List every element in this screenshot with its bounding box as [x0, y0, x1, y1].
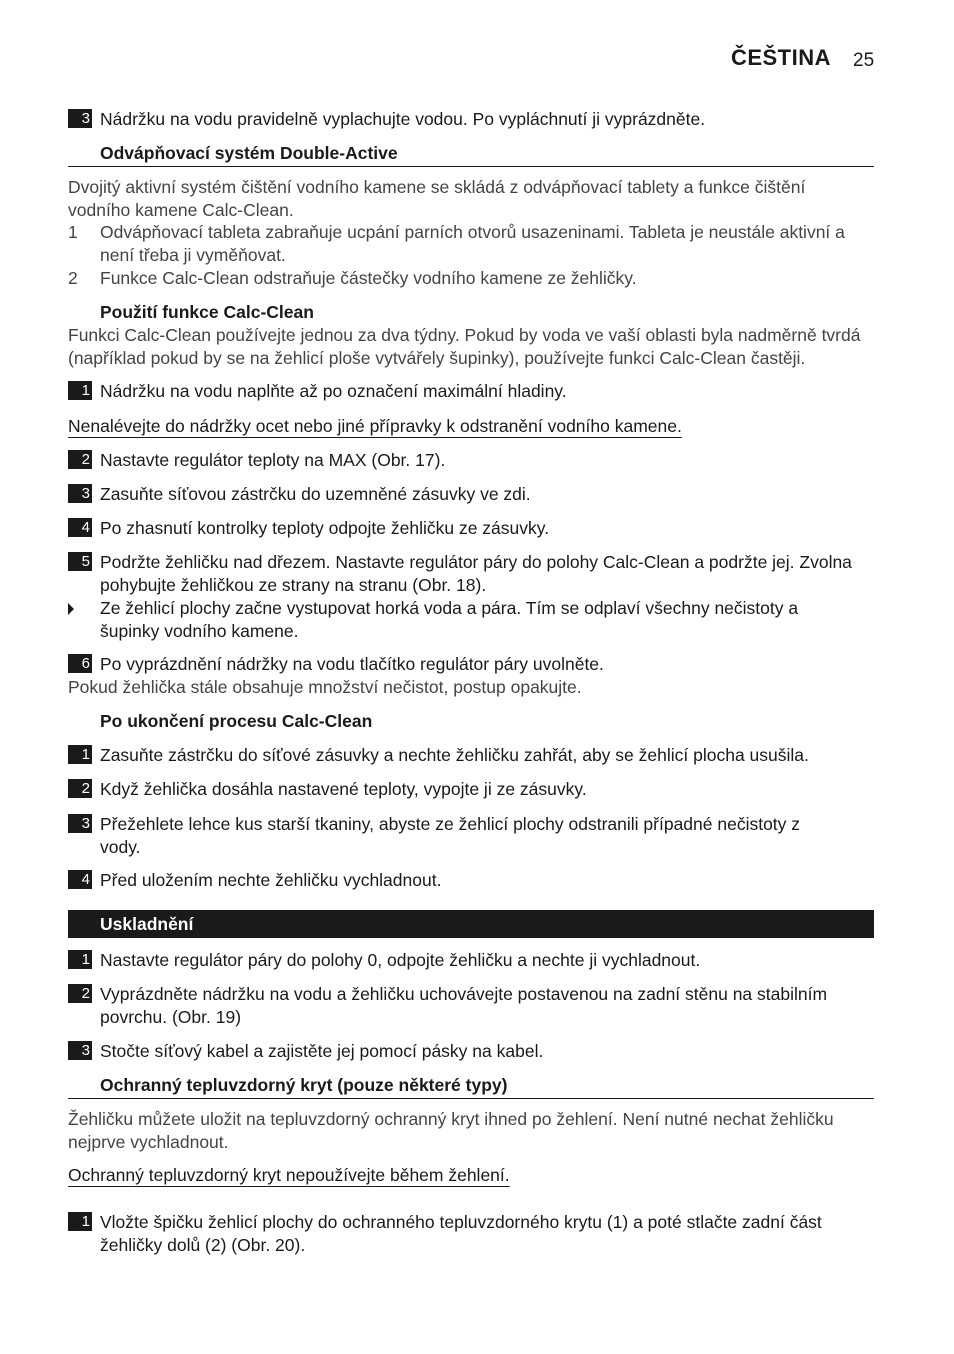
step-number: 1	[68, 1212, 92, 1231]
step-text: Po vyprázdnění nádržky na vodu tlačítko regulátor páry uvolněte.	[100, 654, 604, 674]
step-text: Když žehlička dosáhla nastavené teploty, vypojte ji ze zásuvky.	[100, 779, 587, 799]
step-text: Podržte žehličku nad dřezem. Nastavte regulátor páry do polohy Calc-Clean a podržte jej. Zvolna pohybujte žehličkou ze strany na stranu (Obr. 18).	[100, 552, 852, 595]
subheading-double-active: Odvápňovací systém Double-Active	[100, 143, 398, 163]
warning-vinegar: Nenalévejte do nádržky ocet nebo jiné přípravky k odstranění vodního kamene.	[68, 416, 682, 436]
step-wind-cord	[68, 1040, 874, 1063]
step-set-steam-zero	[68, 949, 874, 972]
step-text: Zasuňte síťovou zástrčku do uzemněné zásuvky ve zdi.	[100, 484, 531, 504]
warning-cover: Ochranný tepluvzdorný kryt nepoužívejte během žehlení.	[68, 1165, 510, 1185]
heading-rule	[68, 1098, 874, 1099]
list-item-number: 1	[68, 222, 78, 242]
step-plug-in	[68, 483, 874, 506]
step-number: 5	[68, 552, 92, 571]
step-set-max	[68, 449, 874, 472]
step-text: Nastavte regulátor teploty na MAX (Obr. 17).	[100, 450, 446, 470]
step-iron-cloth	[68, 813, 838, 859]
step-text: Zasuňte zástrčku do síťové zásuvky a nechte žehličku zahřát, aby se žehlicí plocha usušila.	[100, 745, 809, 765]
step-number: 2	[68, 779, 92, 798]
step-text: Stočte síťový kabel a zajistěte jej pomocí pásky na kabel.	[100, 1041, 544, 1061]
step-text: Nádržku na vodu pravidelně vyplachujte vodou. Po vypláchnutí ji vyprázdněte.	[100, 109, 706, 129]
list-item	[68, 267, 874, 290]
step-text: Po zhasnutí kontrolky teploty odpojte žehličku ze zásuvky.	[100, 518, 550, 538]
step-fill-tank	[68, 380, 874, 403]
step-unplug-when-hot	[68, 778, 874, 801]
result-arrow-icon	[68, 603, 74, 615]
list-item-text: Odvápňovací tableta zabraňuje ucpání parních otvorů usazeninami. Tableta je neustále aktivní a není třeba ji vyměňovat.	[100, 222, 845, 265]
step-number: 1	[68, 745, 92, 764]
cover-intro: Žehličku můžete uložit na tepluvzdorný ochranný kryt ihned po žehlení. Není nutné nechat žehličku nejprve vychladnout.	[68, 1109, 834, 1152]
double-active-intro: Dvojitý aktivní systém čištění vodního kamene se skládá z odvápňovací tablety a funkce čištění vodního kamene Calc-Clean.	[68, 177, 806, 220]
step-text: Před uložením nechte žehličku vychladnout.	[100, 870, 442, 890]
result-item	[68, 597, 848, 643]
page-number: 25	[853, 50, 875, 71]
step-number: 4	[68, 870, 92, 889]
step-number: 3	[68, 814, 92, 833]
step-rinse-tank	[68, 108, 874, 131]
subheading-calc-clean: Použití funkce Calc-Clean	[100, 302, 314, 322]
step-number: 1	[68, 950, 92, 969]
step-number: 2	[68, 984, 92, 1003]
step-text: Vložte špičku žehlicí plochy do ochranného tepluvzdorného krytu (1) a poté stlačte zadní část žehličky dolů (2) (Obr. 20).	[100, 1212, 822, 1255]
step-text: Nastavte regulátor páry do polohy 0, odpojte žehličku a nechte ji vychladnout.	[100, 950, 701, 970]
step-number: 1	[68, 381, 92, 400]
step-number: 3	[68, 109, 92, 128]
calc-clean-intro: Funkci Calc-Clean používejte jednou za dva týdny. Pokud by voda ve vaší oblasti byla nadměrně tvrdá (například pokud by se na žehlicí ploše vytvářely šupinky), používejte funkci Calc-Clean častěji.	[68, 325, 861, 368]
list-item-number: 2	[68, 268, 78, 288]
step-release-button	[68, 653, 874, 676]
step-number: 2	[68, 450, 92, 469]
list-item	[68, 221, 868, 267]
step-number: 4	[68, 518, 92, 537]
language-heading: ČEŠTINA	[730, 45, 831, 70]
step-unplug	[68, 517, 874, 540]
subheading-after-calc-clean: Po ukončení procesu Calc-Clean	[100, 711, 373, 731]
section-title: Uskladnění	[100, 914, 194, 934]
step-number: 6	[68, 654, 92, 673]
subheading-protective-cover: Ochranný tepluvzdorný kryt (pouze některé typy)	[100, 1075, 508, 1095]
step-place-on-cover	[68, 1211, 848, 1257]
step-text: Nádržku na vodu naplňte až po označení maximální hladiny.	[100, 381, 567, 401]
section-heading-storage	[68, 910, 874, 938]
step-heat-up	[68, 744, 874, 767]
step-text: Vyprázdněte nádržku na vodu a žehličku uchovávejte postavenou na zadní stěnu na stabilním povrchu. (Obr. 19)	[100, 984, 828, 1027]
step-number: 3	[68, 484, 92, 503]
repeat-note: Pokud žehlička stále obsahuje množství nečistot, postup opakujte.	[68, 677, 582, 697]
step-number: 3	[68, 1041, 92, 1060]
result-text: Ze žehlicí plochy začne vystupovat horká voda a pára. Tím se odplaví všechny nečistoty a šupinky vodního kamene.	[100, 598, 799, 641]
heading-rule	[68, 166, 874, 167]
step-hold-over-sink	[68, 551, 858, 597]
step-text: Přežehlete lehce kus starší tkaniny, abyste ze žehlicí plochy odstranili případné nečistoty z vody.	[100, 814, 801, 857]
step-cool-down	[68, 869, 874, 892]
step-empty-tank	[68, 983, 874, 1029]
list-item-text: Funkce Calc-Clean odstraňuje částečky vodního kamene ze žehličky.	[100, 268, 637, 288]
